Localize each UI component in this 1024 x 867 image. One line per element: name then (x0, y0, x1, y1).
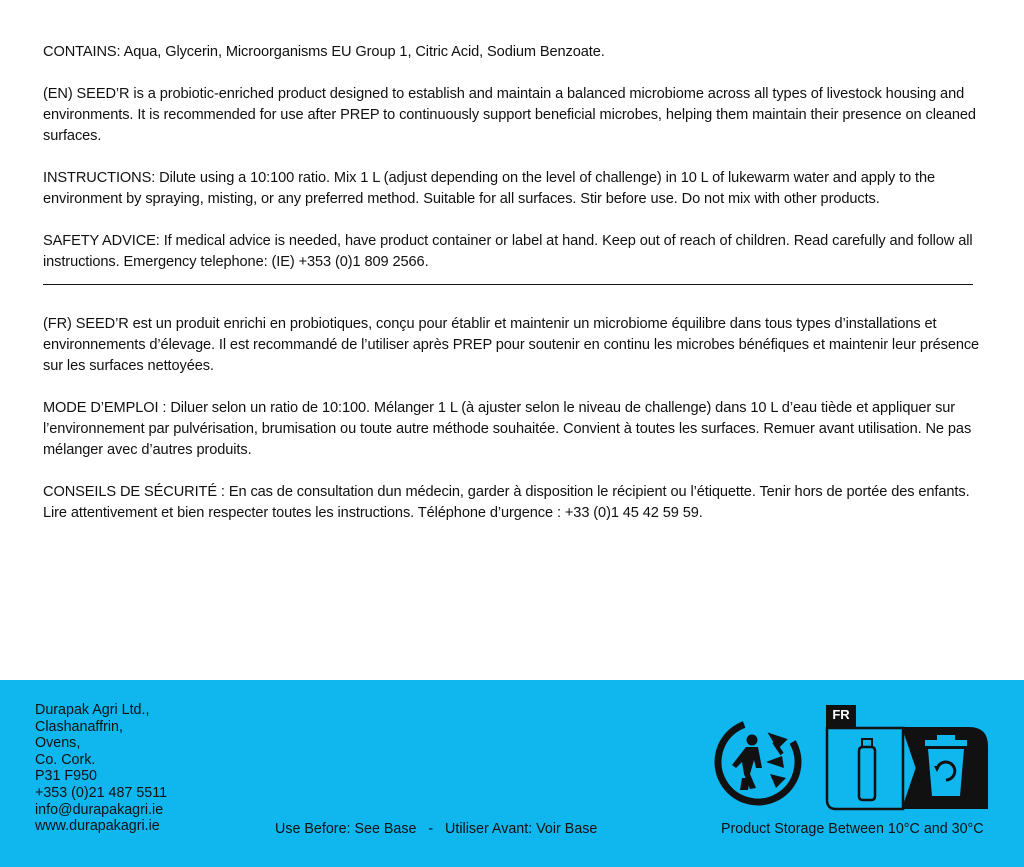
en-safety-advice: SAFETY ADVICE: If medical advice is needed, have product container or label at hand. Keep out of reach of children. Read carefully and follow all instructions. Emergency telephone: (IE) +353 (0)1 809 2566. (43, 233, 973, 270)
address-line: Co. Cork. (35, 751, 96, 768)
footer-band (0, 680, 1024, 867)
address-line: Clashanaffrin, (35, 718, 123, 735)
fr-description: (FR) SEED’R est un produit enrichi en probiotiques, conçu pour établir et maintenir un microbiome équilibre dans tous types d’installations et environnements d’élevage. Il est recommandé de l’utiliser après PREP pour soutenir en continu les microbes bénéfiques et maintenir leur présence sur les surfaces nettoyées. (43, 316, 980, 374)
en-instructions: INSTRUCTIONS: Dilute using a 10:100 ratio. Mix 1 L (adjust depending on the level of challenge) in 10 L of lukewarm water and apply to the environment by spraying, misting, or any preferred method. Suitable for all surfaces. Stir before use. Do not mix with other products. (43, 170, 936, 207)
email-address: info@durapakagri.ie (35, 801, 164, 818)
label-text (43, 42, 988, 545)
address-line: Durapak Agri Ltd., (35, 702, 150, 718)
fr-instructions: MODE D’EMPLOI : Diluer selon un ratio de 10:100. Mélanger 1 L (à ajuster selon le niveau de challenge) dans 10 L d’eau tiède et appliquer sur l’environnement par pulvérisation, brumisation ou toute autre méthode souhaitée. Convient à toutes les surfaces. Remuer avant utilisation. Ne pas mélanger avec d’autres produits. (43, 400, 972, 458)
fr-safety-advice: CONSEILS DE SÉCURITÉ : En cas de consultation dun médecin, garder à disposition le récipient ou l’étiquette. Tenir hors de portée des enfants. Lire attentivement et bien respecter toutes les instructions. Téléphone d’urgence : +33 (0)1 45 42 59 59. (43, 484, 970, 521)
tidyman-recycle-icon (712, 716, 804, 808)
storage-text: Product Storage Between 10°C and 30°C (721, 821, 984, 837)
address-line: Ovens, (35, 735, 81, 752)
website-address: www.durapakagri.ie (35, 818, 160, 835)
en-description: (EN) SEED’R is a probiotic-enriched product designed to establish and maintain a balanced microbiome across all types of livestock housing and environments. It is recommended for use after PREP to continuously support beneficial microbes, helping them maintain their presence on cleaned surfaces. (43, 86, 976, 144)
contains-text: CONTAINS: Aqua, Glycerin, Microorganisms EU Group 1, Citric Acid, Sodium Benzoate. (43, 44, 605, 60)
language-divider (43, 284, 973, 285)
use-before-text: Use Before: See Base - Utiliser Avant: Voir Base (275, 821, 598, 837)
company-address (35, 702, 167, 835)
phone-number: +353 (0)21 487 5511 (35, 784, 168, 801)
triman-country-label: FR (832, 707, 850, 722)
address-line: P31 F950 (35, 768, 97, 785)
